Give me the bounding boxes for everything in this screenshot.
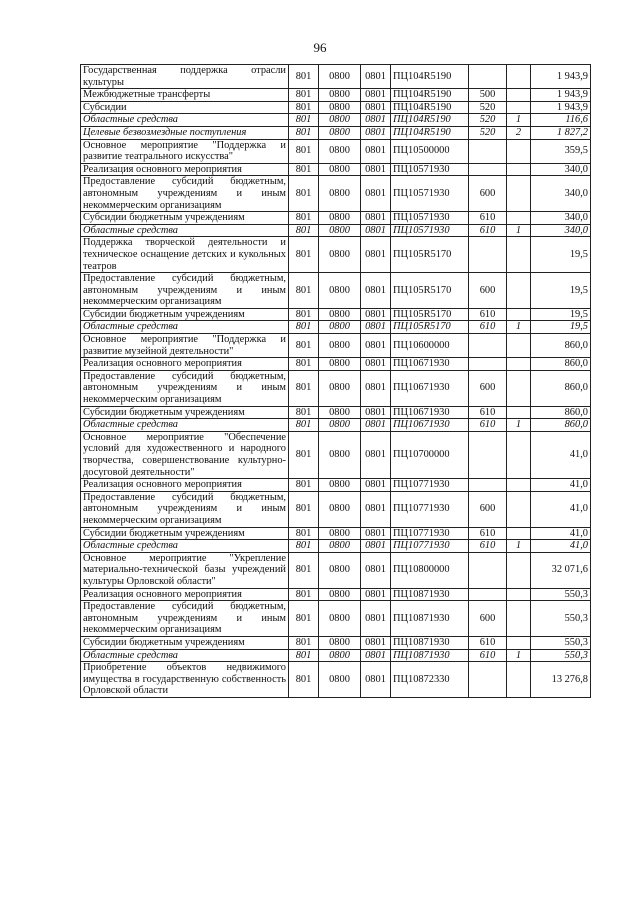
cell-funding-source	[507, 370, 531, 406]
cell-section-code: 0800	[319, 552, 361, 588]
cell-funding-source	[507, 636, 531, 649]
cell-expense-type: 600	[469, 273, 507, 309]
cell-section-code: 0800	[319, 89, 361, 102]
cell-funding-source	[507, 101, 531, 114]
cell-section-code: 0800	[319, 419, 361, 432]
cell-target-article: ПЦ10671930	[391, 419, 469, 432]
cell-amount: 340,0	[531, 163, 591, 176]
cell-funding-source: 1	[507, 114, 531, 127]
cell-subsection-code: 0801	[361, 588, 391, 601]
cell-target-article: ПЦ10671930	[391, 358, 469, 371]
cell-expense-type	[469, 65, 507, 89]
cell-ministry-code: 801	[289, 163, 319, 176]
cell-amount: 13 276,8	[531, 662, 591, 698]
cell-funding-source	[507, 552, 531, 588]
cell-name: Областные средства	[81, 224, 289, 237]
cell-amount: 1 827,2	[531, 126, 591, 139]
cell-amount: 19,5	[531, 273, 591, 309]
cell-target-article: ПЦ10871930	[391, 588, 469, 601]
cell-funding-source	[507, 527, 531, 540]
table-row	[81, 321, 591, 334]
cell-funding-source	[507, 406, 531, 419]
cell-section-code: 0800	[319, 212, 361, 225]
cell-ministry-code: 801	[289, 491, 319, 527]
cell-name: Предоставление субсидий бюджетным, автономным учреждениям и иным некоммерческим организациям	[81, 370, 289, 406]
page-number: 96	[313, 40, 327, 55]
table-body	[81, 65, 591, 698]
cell-name: Предоставление субсидий бюджетным, автономным учреждениям и иным некоммерческим организациям	[81, 491, 289, 527]
cell-subsection-code: 0801	[361, 163, 391, 176]
cell-funding-source	[507, 176, 531, 212]
cell-amount: 860,0	[531, 334, 591, 358]
cell-target-article: ПЦ10800000	[391, 552, 469, 588]
cell-funding-source	[507, 163, 531, 176]
cell-expense-type	[469, 431, 507, 478]
table-row	[81, 126, 591, 139]
cell-section-code: 0800	[319, 139, 361, 163]
cell-ministry-code: 801	[289, 65, 319, 89]
cell-subsection-code: 0801	[361, 552, 391, 588]
table-row	[81, 601, 591, 637]
cell-target-article: ПЦ104R5190	[391, 89, 469, 102]
cell-target-article: ПЦ10571930	[391, 212, 469, 225]
cell-funding-source	[507, 431, 531, 478]
cell-subsection-code: 0801	[361, 419, 391, 432]
table-row	[81, 588, 591, 601]
cell-amount: 41,0	[531, 479, 591, 492]
cell-funding-source	[507, 601, 531, 637]
cell-funding-source	[507, 139, 531, 163]
cell-section-code: 0800	[319, 358, 361, 371]
cell-expense-type: 610	[469, 321, 507, 334]
cell-ministry-code: 801	[289, 224, 319, 237]
table-row	[81, 139, 591, 163]
cell-expense-type: 610	[469, 527, 507, 540]
cell-name: Основное мероприятие "Поддержка и развитие театрального искусства"	[81, 139, 289, 163]
cell-name: Субсидии	[81, 101, 289, 114]
cell-amount: 1 943,9	[531, 101, 591, 114]
cell-expense-type: 610	[469, 212, 507, 225]
cell-expense-type: 610	[469, 636, 507, 649]
cell-amount: 1 943,9	[531, 65, 591, 89]
cell-ministry-code: 801	[289, 237, 319, 273]
cell-subsection-code: 0801	[361, 527, 391, 540]
table-row	[81, 101, 591, 114]
cell-subsection-code: 0801	[361, 273, 391, 309]
table-row	[81, 89, 591, 102]
cell-ministry-code: 801	[289, 126, 319, 139]
cell-section-code: 0800	[319, 321, 361, 334]
cell-name: Предоставление субсидий бюджетным, автономным учреждениям и иным некоммерческим организациям	[81, 601, 289, 637]
cell-section-code: 0800	[319, 65, 361, 89]
cell-subsection-code: 0801	[361, 224, 391, 237]
cell-target-article: ПЦ10771930	[391, 491, 469, 527]
cell-subsection-code: 0801	[361, 114, 391, 127]
table-row	[81, 114, 591, 127]
cell-name: Областные средства	[81, 321, 289, 334]
cell-funding-source	[507, 237, 531, 273]
cell-name: Областные средства	[81, 649, 289, 662]
cell-subsection-code: 0801	[361, 308, 391, 321]
table-row	[81, 176, 591, 212]
cell-subsection-code: 0801	[361, 649, 391, 662]
cell-target-article: ПЦ10671930	[391, 370, 469, 406]
cell-expense-type	[469, 237, 507, 273]
cell-amount: 19,5	[531, 321, 591, 334]
cell-amount: 41,0	[531, 491, 591, 527]
cell-subsection-code: 0801	[361, 491, 391, 527]
cell-amount: 340,0	[531, 176, 591, 212]
cell-amount: 41,0	[531, 540, 591, 553]
cell-name: Целевые безвозмездные поступления	[81, 126, 289, 139]
cell-section-code: 0800	[319, 649, 361, 662]
cell-funding-source	[507, 273, 531, 309]
cell-amount: 340,0	[531, 224, 591, 237]
cell-section-code: 0800	[319, 479, 361, 492]
cell-section-code: 0800	[319, 237, 361, 273]
cell-target-article: ПЦ105R5170	[391, 237, 469, 273]
cell-target-article: ПЦ10671930	[391, 406, 469, 419]
cell-subsection-code: 0801	[361, 601, 391, 637]
cell-ministry-code: 801	[289, 662, 319, 698]
cell-ministry-code: 801	[289, 308, 319, 321]
cell-amount: 1 943,9	[531, 89, 591, 102]
cell-funding-source	[507, 479, 531, 492]
cell-expense-type	[469, 358, 507, 371]
cell-expense-type: 520	[469, 101, 507, 114]
cell-ministry-code: 801	[289, 540, 319, 553]
table-row	[81, 431, 591, 478]
cell-funding-source: 1	[507, 419, 531, 432]
cell-expense-type: 600	[469, 176, 507, 212]
cell-name: Реализация основного мероприятия	[81, 358, 289, 371]
cell-name: Областные средства	[81, 419, 289, 432]
cell-ministry-code: 801	[289, 89, 319, 102]
cell-ministry-code: 801	[289, 649, 319, 662]
cell-section-code: 0800	[319, 370, 361, 406]
cell-subsection-code: 0801	[361, 636, 391, 649]
cell-subsection-code: 0801	[361, 540, 391, 553]
cell-expense-type: 610	[469, 308, 507, 321]
cell-amount: 32 071,6	[531, 552, 591, 588]
cell-ministry-code: 801	[289, 527, 319, 540]
cell-name: Субсидии бюджетным учреждениям	[81, 212, 289, 225]
cell-target-article: ПЦ104R5190	[391, 101, 469, 114]
cell-amount: 19,5	[531, 308, 591, 321]
cell-funding-source	[507, 65, 531, 89]
cell-target-article: ПЦ104R5190	[391, 126, 469, 139]
cell-section-code: 0800	[319, 540, 361, 553]
cell-section-code: 0800	[319, 126, 361, 139]
table-row	[81, 491, 591, 527]
cell-expense-type: 520	[469, 126, 507, 139]
cell-funding-source: 1	[507, 649, 531, 662]
cell-target-article: ПЦ10871930	[391, 601, 469, 637]
cell-expense-type	[469, 139, 507, 163]
cell-name: Субсидии бюджетным учреждениям	[81, 636, 289, 649]
cell-name: Реализация основного мероприятия	[81, 163, 289, 176]
cell-funding-source	[507, 491, 531, 527]
cell-expense-type	[469, 163, 507, 176]
cell-amount: 116,6	[531, 114, 591, 127]
cell-ministry-code: 801	[289, 479, 319, 492]
cell-section-code: 0800	[319, 406, 361, 419]
cell-expense-type: 610	[469, 419, 507, 432]
cell-expense-type: 600	[469, 491, 507, 527]
cell-amount: 550,3	[531, 649, 591, 662]
cell-name: Областные средства	[81, 540, 289, 553]
cell-expense-type	[469, 552, 507, 588]
cell-target-article: ПЦ10871930	[391, 636, 469, 649]
cell-target-article: ПЦ104R5190	[391, 114, 469, 127]
cell-name: Субсидии бюджетным учреждениям	[81, 308, 289, 321]
cell-expense-type: 610	[469, 406, 507, 419]
cell-amount: 340,0	[531, 212, 591, 225]
cell-amount: 860,0	[531, 406, 591, 419]
cell-target-article: ПЦ10500000	[391, 139, 469, 163]
cell-section-code: 0800	[319, 601, 361, 637]
cell-target-article: ПЦ10771930	[391, 540, 469, 553]
table-row	[81, 224, 591, 237]
cell-expense-type: 520	[469, 114, 507, 127]
cell-section-code: 0800	[319, 491, 361, 527]
cell-ministry-code: 801	[289, 419, 319, 432]
cell-target-article: ПЦ105R5170	[391, 321, 469, 334]
cell-subsection-code: 0801	[361, 89, 391, 102]
cell-subsection-code: 0801	[361, 370, 391, 406]
cell-target-article: ПЦ10600000	[391, 334, 469, 358]
cell-name: Субсидии бюджетным учреждениям	[81, 527, 289, 540]
cell-section-code: 0800	[319, 224, 361, 237]
cell-section-code: 0800	[319, 588, 361, 601]
cell-expense-type	[469, 334, 507, 358]
table-row	[81, 636, 591, 649]
table-row	[81, 419, 591, 432]
cell-amount: 41,0	[531, 431, 591, 478]
cell-ministry-code: 801	[289, 139, 319, 163]
cell-amount: 550,3	[531, 588, 591, 601]
table-row	[81, 65, 591, 89]
cell-name: Субсидии бюджетным учреждениям	[81, 406, 289, 419]
cell-target-article: ПЦ10571930	[391, 163, 469, 176]
cell-section-code: 0800	[319, 176, 361, 212]
cell-amount: 41,0	[531, 527, 591, 540]
cell-target-article: ПЦ105R5170	[391, 273, 469, 309]
cell-subsection-code: 0801	[361, 139, 391, 163]
cell-section-code: 0800	[319, 527, 361, 540]
table-row	[81, 649, 591, 662]
cell-funding-source	[507, 358, 531, 371]
cell-section-code: 0800	[319, 273, 361, 309]
cell-ministry-code: 801	[289, 273, 319, 309]
cell-subsection-code: 0801	[361, 212, 391, 225]
cell-amount: 359,5	[531, 139, 591, 163]
table-row	[81, 358, 591, 371]
cell-subsection-code: 0801	[361, 334, 391, 358]
cell-name: Предоставление субсидий бюджетным, автономным учреждениям и иным некоммерческим организациям	[81, 273, 289, 309]
cell-section-code: 0800	[319, 636, 361, 649]
cell-ministry-code: 801	[289, 176, 319, 212]
cell-expense-type	[469, 479, 507, 492]
cell-subsection-code: 0801	[361, 662, 391, 698]
cell-ministry-code: 801	[289, 101, 319, 114]
cell-ministry-code: 801	[289, 588, 319, 601]
cell-subsection-code: 0801	[361, 358, 391, 371]
cell-ministry-code: 801	[289, 370, 319, 406]
cell-funding-source: 1	[507, 224, 531, 237]
cell-section-code: 0800	[319, 431, 361, 478]
cell-section-code: 0800	[319, 114, 361, 127]
cell-subsection-code: 0801	[361, 406, 391, 419]
cell-ministry-code: 801	[289, 114, 319, 127]
cell-expense-type	[469, 588, 507, 601]
cell-ministry-code: 801	[289, 334, 319, 358]
table-row	[81, 334, 591, 358]
cell-subsection-code: 0801	[361, 65, 391, 89]
cell-section-code: 0800	[319, 308, 361, 321]
cell-funding-source	[507, 662, 531, 698]
cell-name: Государственная поддержка отрасли культуры	[81, 65, 289, 89]
cell-name: Межбюджетные трансферты	[81, 89, 289, 102]
cell-ministry-code: 801	[289, 636, 319, 649]
budget-table	[80, 64, 591, 698]
table-row	[81, 552, 591, 588]
cell-funding-source	[507, 588, 531, 601]
cell-amount: 19,5	[531, 237, 591, 273]
cell-amount: 860,0	[531, 358, 591, 371]
cell-ministry-code: 801	[289, 552, 319, 588]
cell-name: Приобретение объектов недвижимого имущества в государственную собственность Орловской области	[81, 662, 289, 698]
cell-expense-type: 610	[469, 224, 507, 237]
cell-amount: 860,0	[531, 370, 591, 406]
cell-subsection-code: 0801	[361, 431, 391, 478]
cell-ministry-code: 801	[289, 406, 319, 419]
table-row	[81, 540, 591, 553]
cell-target-article: ПЦ10872330	[391, 662, 469, 698]
cell-section-code: 0800	[319, 163, 361, 176]
table-row	[81, 212, 591, 225]
cell-name: Основное мероприятие "Укрепление материально-технической базы учреждений культуры Орловской области"	[81, 552, 289, 588]
table-row	[81, 237, 591, 273]
cell-expense-type: 610	[469, 649, 507, 662]
cell-funding-source: 2	[507, 126, 531, 139]
cell-section-code: 0800	[319, 101, 361, 114]
cell-ministry-code: 801	[289, 601, 319, 637]
cell-ministry-code: 801	[289, 212, 319, 225]
cell-funding-source	[507, 308, 531, 321]
cell-ministry-code: 801	[289, 321, 319, 334]
table-row	[81, 308, 591, 321]
cell-expense-type: 610	[469, 540, 507, 553]
cell-ministry-code: 801	[289, 431, 319, 478]
cell-name: Реализация основного мероприятия	[81, 588, 289, 601]
table-row	[81, 370, 591, 406]
cell-amount: 550,3	[531, 636, 591, 649]
cell-target-article: ПЦ105R5170	[391, 308, 469, 321]
cell-target-article: ПЦ10771930	[391, 479, 469, 492]
cell-expense-type: 500	[469, 89, 507, 102]
cell-section-code: 0800	[319, 334, 361, 358]
table-row	[81, 406, 591, 419]
cell-target-article: ПЦ10771930	[391, 527, 469, 540]
cell-amount: 860,0	[531, 419, 591, 432]
cell-funding-source	[507, 89, 531, 102]
cell-funding-source: 1	[507, 540, 531, 553]
cell-subsection-code: 0801	[361, 126, 391, 139]
cell-amount: 550,3	[531, 601, 591, 637]
cell-subsection-code: 0801	[361, 101, 391, 114]
cell-ministry-code: 801	[289, 358, 319, 371]
table-row	[81, 479, 591, 492]
cell-target-article: ПЦ10700000	[391, 431, 469, 478]
table-row	[81, 527, 591, 540]
cell-target-article: ПЦ10871930	[391, 649, 469, 662]
cell-funding-source: 1	[507, 321, 531, 334]
cell-subsection-code: 0801	[361, 321, 391, 334]
cell-subsection-code: 0801	[361, 237, 391, 273]
cell-subsection-code: 0801	[361, 176, 391, 212]
table-row	[81, 163, 591, 176]
cell-name: Основное мероприятие "Обеспечение условий для художественного и народного творчества, совершенствование культурно-досуговой деятельности"	[81, 431, 289, 478]
cell-name: Областные средства	[81, 114, 289, 127]
cell-section-code: 0800	[319, 662, 361, 698]
cell-name: Реализация основного мероприятия	[81, 479, 289, 492]
cell-name: Основное мероприятие "Поддержка и развитие музейной деятельности"	[81, 334, 289, 358]
cell-name: Поддержка творческой деятельности и техническое оснащение детских и кукольных театров	[81, 237, 289, 273]
cell-subsection-code: 0801	[361, 479, 391, 492]
cell-expense-type: 600	[469, 601, 507, 637]
cell-expense-type: 600	[469, 370, 507, 406]
cell-target-article: ПЦ10571930	[391, 176, 469, 212]
cell-funding-source	[507, 334, 531, 358]
cell-name: Предоставление субсидий бюджетным, автономным учреждениям и иным некоммерческим организациям	[81, 176, 289, 212]
table-row	[81, 273, 591, 309]
cell-target-article: ПЦ10571930	[391, 224, 469, 237]
cell-target-article: ПЦ104R5190	[391, 65, 469, 89]
table-row	[81, 662, 591, 698]
cell-funding-source	[507, 212, 531, 225]
cell-expense-type	[469, 662, 507, 698]
